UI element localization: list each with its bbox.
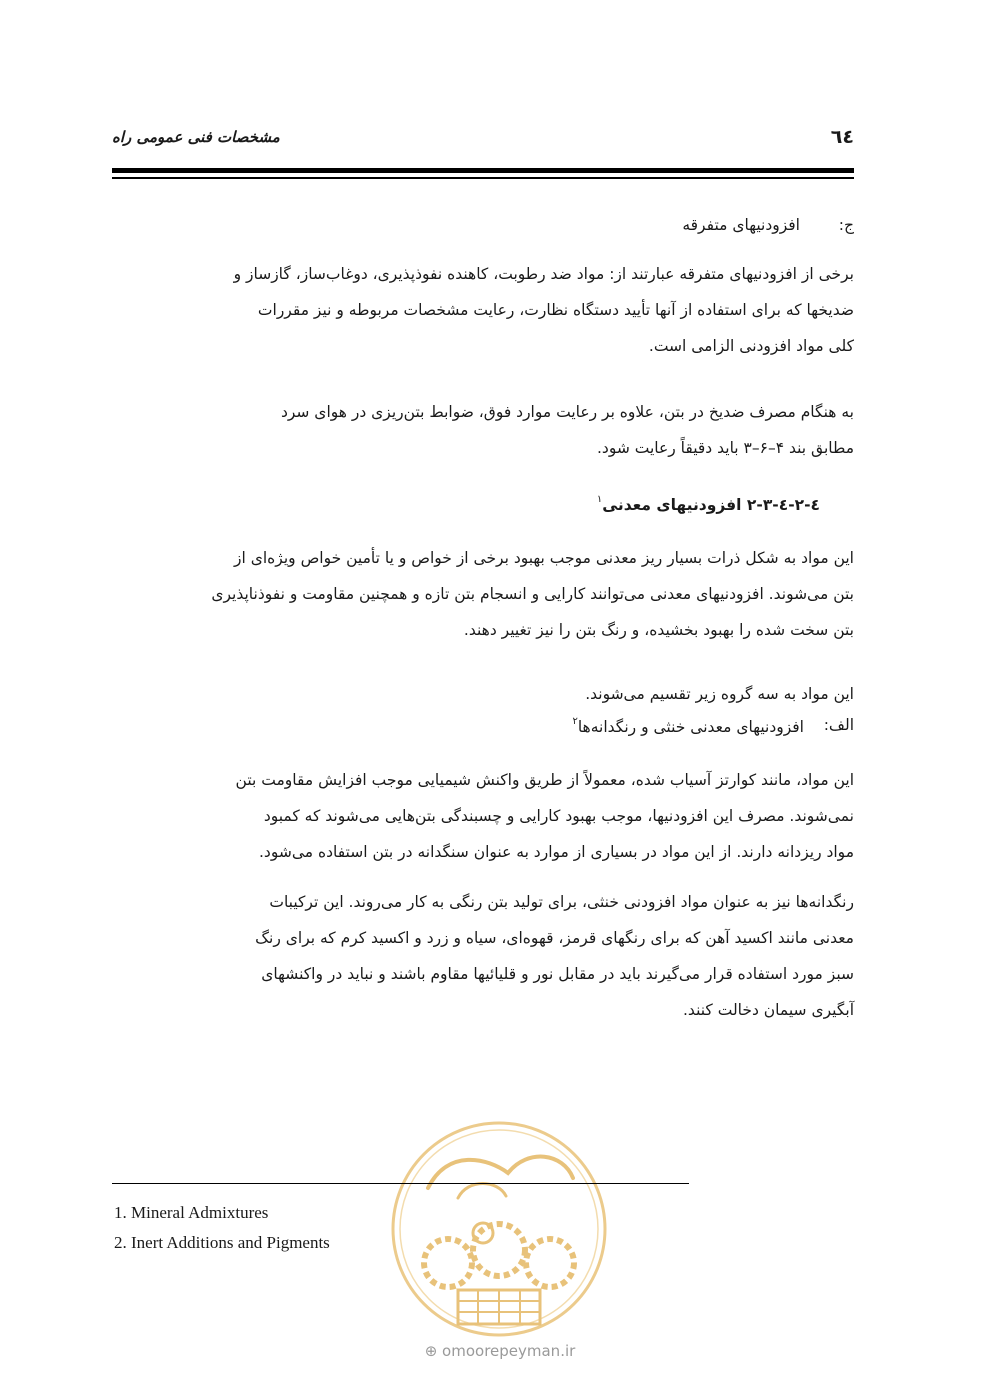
text-line: این مواد، مانند کوارتز آسیاب شده، معمولاً از طریق واکنش شیمیایی موجب افزایش مقاومت بتن	[235, 771, 854, 789]
text-line: ضدیخها که برای استفاده از آنها تأیید دستگاه نظارت، رعایت مشخصات مربوطه و نیز مقررات	[257, 301, 854, 319]
text-line: نمی‌شوند. مصرف این افزودنیها، موجب بهبود کارایی و چسبندگی بتن‌هایی می‌شوند که کمبود	[263, 807, 854, 825]
header-rule-thin	[112, 177, 854, 179]
text-line: برخی از افزودنیهای متفرقه عبارتند از: مواد ضد رطوبت، کاهنده نفوذپذیری، دوغاب‌ساز، گازساز و	[233, 265, 854, 283]
text-line: رنگدانه‌ها نیز به عنوان مواد افزودنی خنثی، برای تولید بتن رنگی به کار می‌روند. این ترکیبات	[269, 893, 854, 911]
paragraph-antifreeze	[112, 394, 854, 466]
paragraph-mineral-intro	[112, 540, 854, 648]
footnote-ref-1: ١	[596, 494, 603, 505]
text-line: آبگیری سیمان دخالت کنند.	[683, 1001, 854, 1019]
item-heading-text: افزودنیهای معدنی خنثی و رنگدانه‌ها	[577, 718, 804, 736]
item-heading-inert-pigments	[400, 716, 804, 736]
footnote-separator	[112, 1183, 689, 1184]
section-heading-mineral-admixtures	[400, 494, 820, 514]
paragraph-misc-admixtures	[112, 256, 854, 364]
item-label-alef: الف:	[823, 716, 854, 734]
text-line: معدنی مانند اکسید آهن که برای رنگهای قرمز، قهوه‌ای، سیاه و زرد و اکسید کرم که برای رنگ	[255, 929, 854, 947]
paragraph-pigments	[112, 884, 854, 1028]
text-line: کلی مواد افزودنی الزامی است.	[648, 337, 854, 355]
paragraph-three-groups	[112, 676, 854, 712]
item-heading-misc-admixtures: افزودنیهای متفرقه	[682, 216, 800, 234]
text-line: مطابق بند ۴–۶–۳ باید دقیقاً رعایت شود.	[596, 439, 854, 457]
running-header-title: مشخصات فنی عمومی راه	[112, 128, 280, 146]
header-rule-thick	[112, 168, 854, 173]
paragraph-inert-additions	[112, 762, 854, 870]
footnote-ref-2: ٢	[572, 716, 578, 727]
text-line: مواد ریزدانه دارند. از این مواد در بسیاری از موارد به عنوان سنگدانه در بتن استفاده می‌شود.	[259, 843, 854, 861]
text-line: سبز مورد استفاده قرار می‌گیرند باید در مقابل نور و قلیائیها مقاوم باشند و نباید در واکنشهای	[261, 965, 854, 983]
section-heading-text: ٤-٢-٤-٣-٢ افزودنیهای معدنی	[602, 496, 820, 514]
text-line: به هنگام مصرف ضدیخ در بتن، علاوه بر رعایت موارد فوق، ضوابط بتن‌ریزی در هوای سرد	[280, 403, 854, 421]
text-line: این مواد به شکل ذرات بسیار ریز معدنی موجب بهبود برخی از خواص و یا تأمین خواص ویژه‌ای از	[234, 549, 854, 567]
globe-icon: ⊕	[424, 1342, 438, 1360]
watermark-logo	[388, 1118, 610, 1340]
item-label-ch: ج:	[838, 216, 854, 234]
watermark-url-text: omoorepeyman.ir	[442, 1342, 576, 1360]
footnote-1: 1. Mineral Admixtures	[114, 1203, 269, 1222]
footnote-2: 2. Inert Additions and Pigments	[114, 1233, 330, 1252]
page-number: ٦٤	[830, 126, 854, 148]
text-line: این مواد به سه گروه زیر تقسیم می‌شوند.	[585, 685, 854, 703]
text-line: بتن می‌شوند. افزودنیهای معدنی می‌توانند کارایی و انسجام بتن تازه و همچنین مقاومت و نفوذناپذیری	[211, 585, 854, 603]
text-line: بتن سخت شده را بهبود بخشیده، و رنگ بتن را نیز تغییر دهند.	[463, 621, 854, 639]
watermark-url	[390, 1342, 610, 1360]
